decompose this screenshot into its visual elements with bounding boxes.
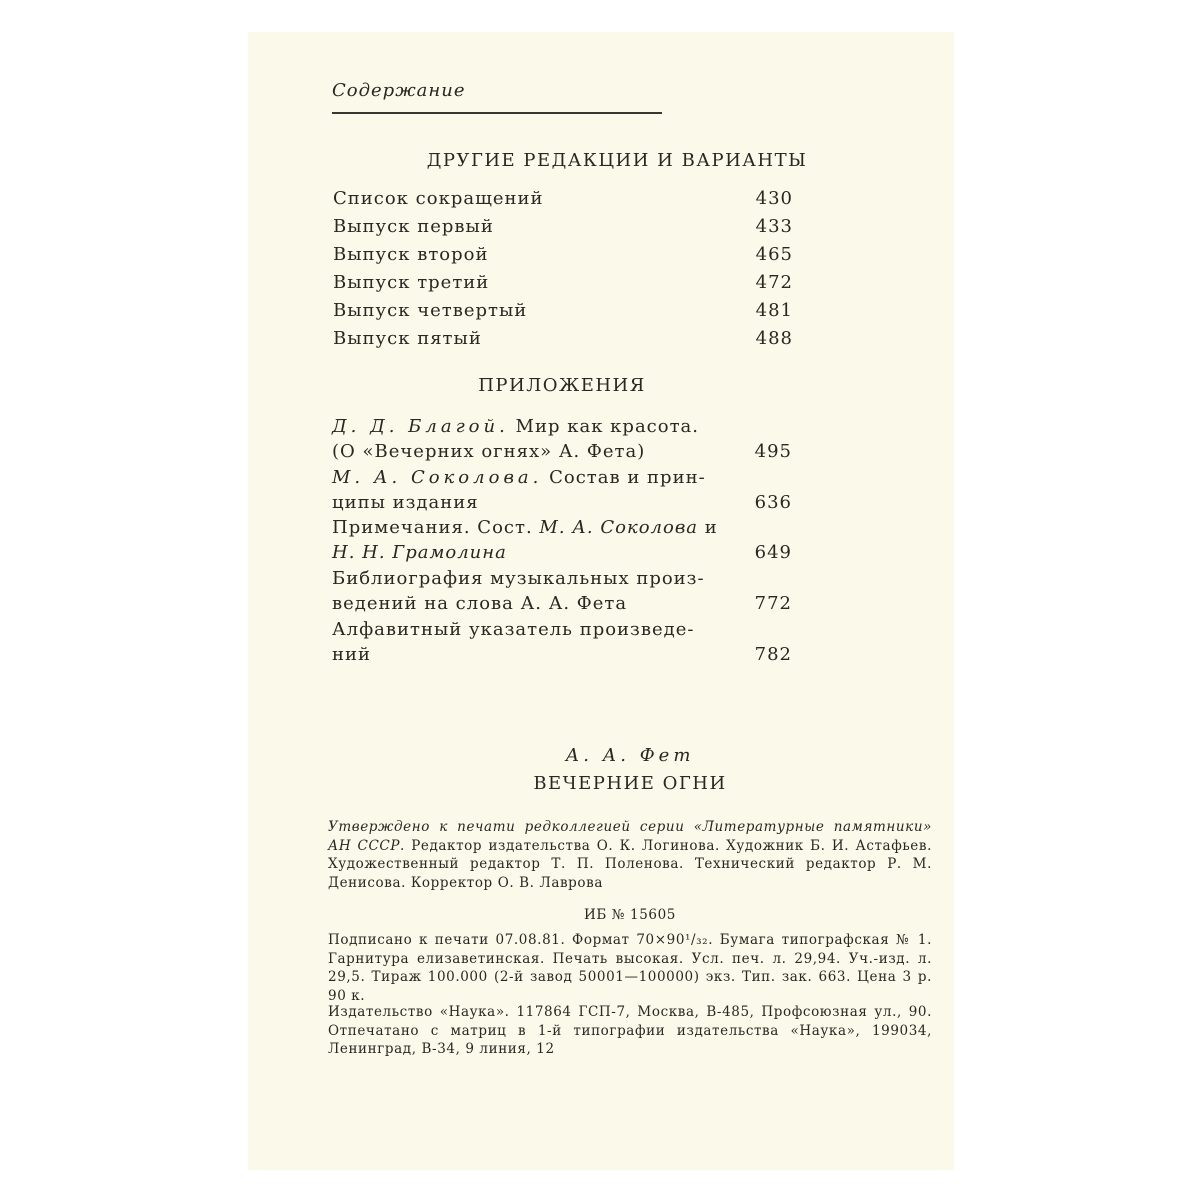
toc-entry-page: 495 <box>754 441 792 462</box>
entry-title: Примечания. Сост. <box>332 517 540 538</box>
entry-title-cont: ведений на слова А. А. Фета <box>332 593 628 614</box>
entry-title: Библиография музыкальных произ- <box>332 568 705 589</box>
toc-entry-page: 481 <box>755 300 793 321</box>
toc-entry-title: Выпуск третий <box>333 272 490 293</box>
entry-title: Мир как красота. <box>508 416 700 437</box>
toc-entry-page: 636 <box>754 492 792 513</box>
staff-credits: Редактор издательства О. К. Логинова. Художник Б. И. Астафьев. Художественный редактор Т. П. Поленова. Технический редактор Р. М. Денисова. Корректор О. В. Лаврова <box>328 837 932 891</box>
section-heading-appendices: ПРИЛОЖЕНИЯ <box>478 375 646 396</box>
toc-entry <box>332 566 792 616</box>
imprint-author: А. А. Фет <box>565 745 695 766</box>
entry-title-cont: (О «Вечерних огнях» А. Фета) <box>332 441 646 462</box>
toc-entry-title: Выпуск четвертый <box>333 300 528 321</box>
toc-entry <box>332 515 792 565</box>
entry-title-cont: ний <box>332 644 371 665</box>
publisher-info: Издательство «Наука». 117864 ГСП-7, Москва, В-485, Профсоюзная ул., 90. Отпечатано с матриц в 1-й типографии издательства «Наука», 199034, Ленинград, В-34, 9 линия, 12 <box>328 1004 932 1057</box>
ib-number: ИБ № 15605 <box>584 907 676 923</box>
toc-entry-page: 772 <box>754 593 792 614</box>
ib-number-line <box>328 906 932 925</box>
running-head: Содержание <box>332 80 466 101</box>
toc-entry <box>333 188 793 214</box>
toc-entry-page: 433 <box>755 216 793 237</box>
toc-entry <box>333 328 793 354</box>
toc-entry-page: 465 <box>755 244 793 265</box>
entry-author: М. А. Соколова. <box>332 467 543 488</box>
toc-entry <box>333 272 793 298</box>
toc-entry-page: 782 <box>754 644 792 665</box>
toc-entry-page: 488 <box>755 328 793 349</box>
entry-conjunction: и <box>698 517 718 538</box>
toc-entry <box>333 244 793 270</box>
toc-entry-page: 430 <box>755 188 793 209</box>
toc-entry-title: Выпуск второй <box>333 244 489 265</box>
toc-entry <box>332 617 792 667</box>
entry-author: Н. Н. Грамолина <box>332 542 507 563</box>
toc-entry <box>332 465 792 515</box>
entry-author: Д. Д. Благой. <box>332 416 509 437</box>
entry-title-cont: ципы издания <box>332 492 479 513</box>
imprint-title: ВЕЧЕРНИЕ ОГНИ <box>533 773 727 794</box>
toc-entry <box>333 300 793 326</box>
toc-entry <box>332 414 792 464</box>
toc-entry-page: 649 <box>754 542 792 563</box>
print-details: Подписано к печати 07.08.81. Формат 70×90¹/₃₂. Бумага типографская № 1. Гарнитура елизаветинская. Печать высокая. Усл. печ. л. 29,94. Уч.-изд. л. 29,5. Тираж 100.000 (2-й завод 50001—100000) экз. Тип. зак. 663. Цена 3 р. 90 к. <box>328 932 932 1004</box>
entry-title: Состав и прин- <box>542 467 706 488</box>
toc-entry-page: 472 <box>755 272 793 293</box>
toc-entry-title: Список сокращений <box>333 188 544 209</box>
toc-entry <box>333 216 793 242</box>
section-heading-variants: ДРУГИЕ РЕДАКЦИИ И ВАРИАНТЫ <box>426 150 808 171</box>
toc-entry-title: Выпуск пятый <box>333 328 482 349</box>
colophon-staff <box>328 818 932 892</box>
header-rule <box>332 112 662 114</box>
entry-author: М. А. Соколова <box>539 517 699 538</box>
toc-entry-title: Выпуск первый <box>333 216 494 237</box>
entry-title: Алфавитный указатель произведе- <box>332 619 695 640</box>
approval-note: Утверждено к печати редколлегией серии «Литературные памятники» АН СССР. <box>328 819 932 854</box>
